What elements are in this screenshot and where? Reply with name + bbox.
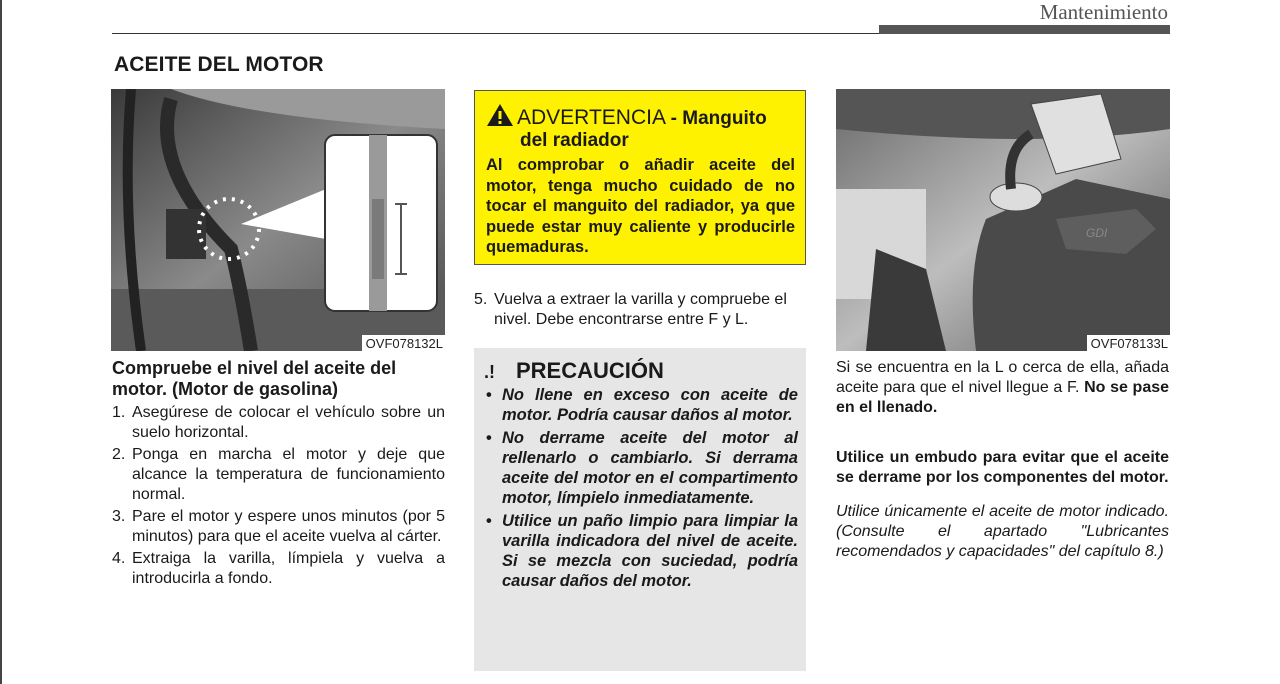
caution-title: PRECAUCIÓN bbox=[516, 358, 664, 383]
caution-list bbox=[484, 385, 798, 591]
paragraph-specified-oil: Utilice únicamente el aceite de motor indicado. (Consulte el apartado "Lubricantes recomendados y capacidades" del capítulo 8.) bbox=[836, 503, 1169, 560]
subheading-check-oil-level: Compruebe el nivel del aceite del motor. (Motor de gasolina) bbox=[112, 358, 397, 399]
warning-title: ADVERTENCIA bbox=[517, 106, 665, 129]
paragraph-level-low: Si se encuentra en la L o cerca de ella, añada aceite para que el nivel llegue a F. No se pase en el llenado. bbox=[836, 359, 1170, 416]
header-rule bbox=[112, 33, 880, 34]
left-column bbox=[112, 358, 445, 591]
caution-item: • No derrame aceite del motor al rellenarlo o cambiarlo. Si derrama aceite del motor en el compartimento motor, límpielo inmediatamente. bbox=[486, 429, 798, 507]
paragraph-no-overfill: No se pase en el llenado. bbox=[836, 379, 1170, 416]
warning-heading bbox=[486, 103, 795, 152]
caution-exclamation-icon: .! bbox=[484, 362, 496, 382]
warning-triangle-icon bbox=[486, 103, 514, 127]
step-item: 3. Pare el motor y espere unos minutos (por 5 minutos) para que el aceite vuelva al cárter. bbox=[112, 508, 445, 545]
step-item: 4. Extraiga la varilla, límpiela y vuelva a introducirla a fondo. bbox=[112, 550, 445, 587]
figure-label: OVF078133L bbox=[1087, 335, 1170, 351]
warning-subtitle: - Manguito bbox=[670, 108, 767, 129]
figure-dipstick bbox=[111, 89, 445, 351]
paragraph-use-funnel: Utilice un embudo para evitar que el aceite se derrame por los componentes del motor. bbox=[836, 449, 1169, 486]
engine-dipstick-illustration bbox=[111, 89, 445, 351]
page-title: ACEITE DEL MOTOR bbox=[114, 53, 324, 76]
header-rule-accent bbox=[879, 25, 1170, 34]
step-item: 1. Asegúrese de colocar el vehículo sobre un suelo horizontal. bbox=[112, 404, 445, 441]
figure-label: OVF078132L bbox=[362, 335, 445, 351]
warning-body: Al comprobar o añadir aceite del motor, tenga mucho cuidado de no tocar el manguito del radiador, ya que puede estar muy caliente y producirle quemaduras. bbox=[486, 156, 795, 256]
step-item: 2. Ponga en marcha el motor y deje que alcance la temperatura de funcionamiento normal. bbox=[112, 446, 445, 503]
warning-box bbox=[474, 90, 806, 265]
middle-step bbox=[474, 290, 806, 332]
caution-heading bbox=[484, 358, 798, 385]
caution-item: • No llene en exceso con aceite de motor. Podría causar daños al motor. bbox=[486, 386, 798, 424]
page-left-edge bbox=[0, 0, 2, 684]
warning-subtitle-line2: del radiador bbox=[520, 130, 629, 151]
caution-box bbox=[474, 348, 806, 671]
steps-list-continued bbox=[474, 290, 806, 330]
svg-text:GDI: GDI bbox=[1086, 226, 1108, 240]
step-item: 5. Vuelva a extraer la varilla y compruebe el nivel. Debe encontrarse entre F y L. bbox=[474, 291, 787, 328]
steps-list bbox=[112, 403, 445, 589]
engine-oil-filling-illustration bbox=[836, 89, 1170, 351]
header-section-title: Mantenimiento bbox=[1039, 0, 1168, 24]
caution-item: • Utilice un paño limpio para limpiar la varilla indicadora del nivel de aceite. Si se mezcla con suciedad, podría causar daños del motor. bbox=[486, 512, 798, 590]
right-column bbox=[836, 358, 1169, 562]
figure-adding-oil bbox=[836, 89, 1170, 351]
